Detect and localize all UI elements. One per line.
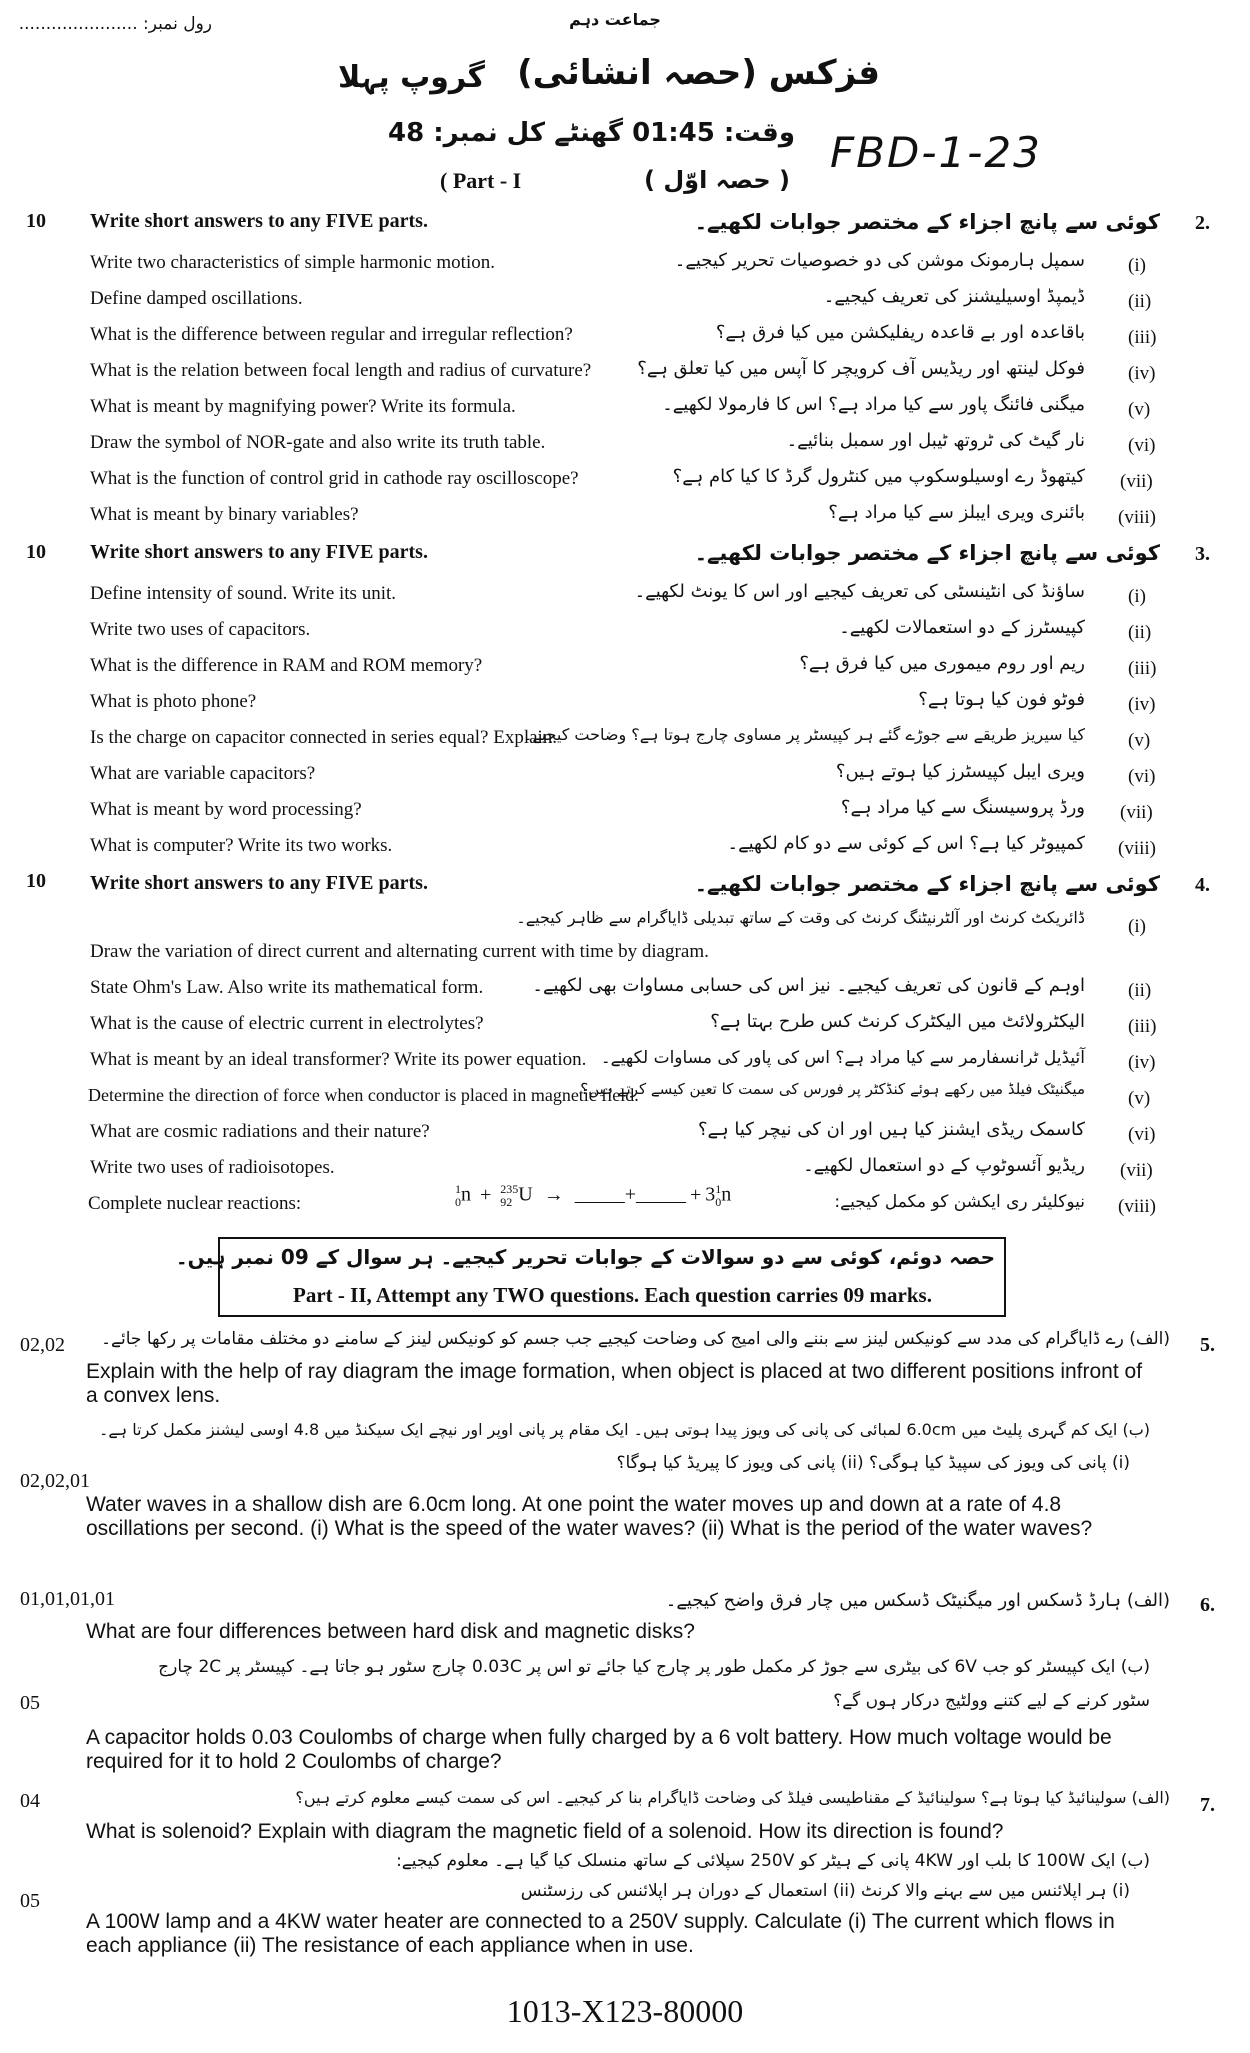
q5a-urdu: (الف) رے ڈایاگرام کی مدد سے کونیکس لینز سے بننے والی امیج کی وضاحت کیجیے جب جسم کو کونیکس لینز کے سامنے دو مختلف مقامات پر رکھا جائے۔ [101, 1329, 1170, 1349]
q3-item-en: What is meant by word processing? [90, 799, 362, 820]
q3-heading-urdu: کوئی سے پانچ اجزاء کے مختصر جوابات لکھیے۔ [694, 541, 1160, 565]
q6a-urdu: (الف) ہارڈ ڈسکس اور میگنیٹک ڈسکس میں چار فرق واضح کیجیے۔ [665, 1590, 1170, 1611]
neutron-charge-number: 0 [455, 1195, 461, 1209]
q4-item-number: (i) [1128, 916, 1146, 937]
q4-item-number: (v) [1128, 1088, 1151, 1109]
q3-item-en: What is computer? Write its two works. [90, 835, 393, 856]
q4-item-en: Write two uses of radioisotopes. [90, 1157, 335, 1178]
q3-item-en: Is the charge on capacitor connected in series equal? Explain. [90, 727, 558, 748]
q2-item-en: Define damped oscillations. [90, 288, 303, 309]
neutron-symbol: n [461, 1183, 471, 1206]
q4-marks: 10 [26, 870, 46, 892]
q3-item-urdu: کمپیوٹر کیا ہے؟ اس کے کوئی سے دو کام لکھیے۔ [727, 833, 1085, 854]
q4-item-number: (vi) [1128, 1124, 1156, 1145]
q4-item-en: Determine the direction of force when conductor is placed in magnetic field. [88, 1085, 639, 1105]
q3-item-en: What are variable capacitors? [90, 763, 316, 784]
q2-item-en: What is meant by binary variables? [90, 504, 359, 525]
q4-item-en: What is the cause of electric current in electrolytes? [90, 1013, 484, 1034]
reaction-plus: + [624, 1183, 637, 1206]
q2-item-number: (i) [1128, 255, 1146, 276]
q3-item-number: (ii) [1128, 622, 1152, 643]
q2-item-en: What is the difference between regular and irregular reflection? [90, 324, 573, 345]
neutron-symbol: n [721, 1183, 732, 1206]
part2-instructions-box [175, 1237, 1006, 1317]
q2-item-urdu: باقاعدہ اور بے قاعدہ ریفلیکشن میں کیا فرق ہے؟ [715, 322, 1085, 343]
reaction-blank: _____ [574, 1183, 625, 1206]
q7a-en: What is solenoid? Explain with diagram the magnetic field of a solenoid. How its direction is found? [86, 1820, 1004, 1843]
q6b-urdu: (ب) ایک کپیسٹر کو جب 6V کی بیٹری سے جوڑ کر مکمل طور پر چارج کیا جائے تو اس پر 0.03C چارج سٹور ہو جاتا ہے۔ کپیسٹر پر 2C چارج سٹور کرنے کے لیے کتنے وولٹیج درکار ہوں گے؟ [158, 1657, 1150, 1711]
subject-urdu: فزکس (حصہ انشائی) [517, 53, 880, 93]
q4-item-en: Complete nuclear reactions: [88, 1193, 302, 1214]
q4-item-en: Draw the variation of direct current and alternating current with time by diagram. [90, 941, 709, 962]
q4-item-urdu: الیکٹرولائٹ میں الیکٹرک کرنٹ کس طرح بہتا ہے؟ [710, 1011, 1085, 1032]
q3-item-number: (iii) [1128, 658, 1157, 679]
q3-heading-en: Write short answers to any FIVE parts. [90, 541, 428, 563]
q6b-en: A capacitor holds 0.03 Coulombs of charge when fully charged by a 6 volt battery. How much voltage would be required for it to hold 2 Coulombs of charge? [86, 1726, 1112, 1773]
neutron-charge-number: 0 [715, 1195, 722, 1209]
q2-item-number: (vii) [1120, 471, 1153, 492]
q4-heading-en: Write short answers to any FIVE parts. [90, 872, 428, 894]
q3-item-number: (v) [1128, 730, 1151, 751]
q4-item-number: (ii) [1128, 980, 1152, 1001]
q2-item-urdu: فوکل لینتھ اور ریڈیس آف کرویچر کا آپس میں کیا تعلق ہے؟ [637, 358, 1085, 379]
q6a-marks: 01,01,01,01 [20, 1588, 115, 1610]
q4-item-urdu: آئیڈیل ٹرانسفارمر سے کیا مراد ہے؟ اس کی پاور کی مساوات لکھیے۔ [600, 1048, 1085, 1068]
q2-item-urdu: میگنی فائنگ پاور سے کیا مراد ہے؟ اس کا فارمولا لکھیے۔ [662, 394, 1085, 415]
q2-item-number: (vi) [1128, 435, 1156, 456]
q7a-marks: 04 [20, 1790, 40, 1812]
neutron-mass-number: 1 [715, 1182, 722, 1196]
q3-item-urdu: کیا سیریز طریقے سے جوڑے گئے ہر کپیسٹر پر مساوی چارج ہوتا ہے؟ وضاحت کیجیے۔ [522, 725, 1085, 744]
q3-item-urdu: فوٹو فون کیا ہوتا ہے؟ [918, 689, 1085, 710]
q4-item-urdu: ڈائریکٹ کرنٹ اور آلٹرنیٹنگ کرنٹ کی وقت کے ساتھ تبدیلی ڈایاگرام سے ظاہر کیجیے۔ [516, 908, 1085, 927]
q4-item-en: What is meant by an ideal transformer? Write its power equation. [90, 1049, 587, 1070]
q3-marks: 10 [26, 541, 46, 563]
q2-item-urdu: بائنری ویری ایبلز سے کیا مراد ہے؟ [828, 502, 1085, 523]
q4-item-urdu: میگنیٹک فیلڈ میں رکھے ہوئے کنڈکٹر پر فورس کی سمت کا تعین کیسے کرتے ہیں؟ [580, 1080, 1085, 1098]
q3-item-urdu: ورڈ پروسیسنگ سے کیا مراد ہے؟ [840, 797, 1085, 818]
uranium-mass-number: 235 [500, 1182, 519, 1196]
q5b-marks: 02,02,01 [20, 1470, 90, 1492]
uranium-symbol: U [518, 1183, 533, 1206]
q3-item-number: (vi) [1128, 766, 1156, 787]
q2-item-urdu: ڈیمپڈ اوسیلیشنز کی تعریف کیجیے۔ [823, 286, 1085, 307]
nuclear-reaction-equation: 1 0 n + 235 92 U → _____+_____ + 3 1 0 n [455, 1182, 732, 1209]
part2-instructions-en: Part - II, Attempt any TWO questions. Each question carries 09 marks. [293, 1283, 932, 1307]
q3-item-en: Write two uses of capacitors. [90, 619, 311, 640]
q3-item-urdu: ساؤنڈ کی انٹینسٹی کی تعریف کیجیے اور اس کا یونٹ لکھیے۔ [634, 581, 1085, 602]
q2-number: 2. [1195, 212, 1210, 234]
roll-number-field [18, 14, 212, 34]
q2-heading-en: Write short answers to any FIVE parts. [90, 210, 428, 232]
q4-item-urdu: نیوکلیئر ری ایکشن کو مکمل کیجیے: [834, 1192, 1085, 1212]
part1-label-en: ( Part - I [440, 168, 522, 193]
q3-item-number: (viii) [1118, 838, 1156, 859]
q2-item-en: What is meant by magnifying power? Write its formula. [90, 396, 516, 417]
q2-item-en: Write two characteristics of simple harmonic motion. [90, 252, 495, 273]
q4-item-number: (vii) [1120, 1160, 1153, 1181]
q4-number: 4. [1195, 874, 1210, 896]
q5-number: 5. [1200, 1334, 1215, 1356]
q4-item-en: What are cosmic radiations and their nature? [90, 1121, 430, 1142]
q4-item-number: (iv) [1128, 1052, 1156, 1073]
q7b-en: A 100W lamp and a 4KW water heater are connected to a 250V supply. Calculate (i) The current which flows in each appliance (ii) The resistance of each appliance when in use. [86, 1910, 1115, 1957]
q5a-marks: 02,02 [20, 1334, 65, 1356]
uranium-charge-number: 92 [500, 1195, 513, 1209]
q2-item-urdu: نار گیٹ کی ٹروتھ ٹیبل اور سمبل بنائیے۔ [786, 430, 1085, 451]
q4-item-urdu: ریڈیو آئسوٹوپ کے دو استعمال لکھیے۔ [803, 1155, 1085, 1176]
q3-item-urdu: ریم اور روم میموری میں کیا فرق ہے؟ [799, 653, 1085, 674]
q2-item-number: (iii) [1128, 327, 1157, 348]
q5b-urdu-line2: (i) پانی کی ویوز کی سپیڈ کیا ہوگی؟ (ii) پانی کی ویوز کا پیریڈ کیا ہوگا؟ [616, 1453, 1130, 1473]
q7b-marks: 05 [20, 1890, 40, 1912]
q4-item-number: (viii) [1118, 1196, 1156, 1217]
q3-item-en: Define intensity of sound. Write its unit. [90, 583, 397, 604]
q6b-marks: 05 [20, 1692, 40, 1714]
q7-number: 7. [1200, 1794, 1215, 1816]
paper-code: 1013-X123-80000 [506, 1993, 744, 2029]
group-urdu: گروپ پہلا [338, 60, 485, 95]
q7b-urdu-line2: (i) ہر اپلائنس میں سے بہنے والا کرنٹ (ii) استعمال کے دوران ہر اپلائنس کی رزسٹنس [520, 1881, 1130, 1901]
q2-item-number: (ii) [1128, 291, 1152, 312]
q3-item-en: What is photo phone? [90, 691, 257, 712]
q5a-en: Explain with the help of ray diagram the image formation, when object is placed at two different positions infront of a convex lens. [86, 1360, 1143, 1407]
q3-item-en: What is the difference in RAM and ROM memory? [90, 655, 483, 676]
q3-number: 3. [1195, 543, 1210, 565]
reaction-blank: _____ [636, 1183, 687, 1206]
total-marks: کل نمبر: 48 [388, 118, 545, 148]
time-label: وقت: 01:45 گھنٹے [554, 118, 795, 148]
q7a-urdu: (الف) سولینائیڈ کیا ہوتا ہے؟ سولینائیڈ کے مقناطیسی فیلڈ کی وضاحت ڈایاگرام بنا کر کیجیے۔ اس کی سمت کیسے معلوم کرتے ہیں؟ [295, 1788, 1170, 1807]
roll-number-dots: ...................... [18, 14, 138, 34]
q7b-urdu-line1: (ب) ایک 100W کا بلب اور 4KW پانی کے ہیٹر کو 250V سپلائی کے ساتھ منسلک کیا گیا ہے۔ معلوم کیجیے: [396, 1851, 1150, 1871]
reaction-arrow: → [543, 1183, 564, 1206]
q6-number: 6. [1200, 1594, 1215, 1616]
q2-item-number: (iv) [1128, 363, 1156, 384]
q4-item-en: State Ohm's Law. Also write its mathematical form. [90, 977, 484, 998]
class-label: جماعت دہم [569, 10, 661, 29]
q6a-en: What are four differences between hard disk and magnetic disks? [86, 1620, 695, 1643]
q2-item-en: Draw the symbol of NOR-gate and also write its truth table. [90, 432, 546, 453]
q5b-urdu-line1: (ب) ایک کم گہری پلیٹ میں 6.0cm لمبائی کی پانی کی ویوز پیدا ہوتی ہیں۔ ایک مقام پر پانی اوپر اور نیچے ایک سیکنڈ میں 4.8 اوسی لیشنز مکمل کرتا ہے۔ [99, 1420, 1150, 1439]
part1-label-urdu: ( حصہ اوّل ) [644, 166, 790, 194]
q2-item-en: What is the function of control grid in cathode ray oscilloscope? [90, 468, 579, 489]
part2-instructions-urdu: حصہ دوئم، کوئی سے دو سوالات کے جوابات تحریر کیجیے۔ ہر سوال کے 09 نمبر ہیں۔ [175, 1245, 995, 1269]
q3-item-urdu: کپیسٹرز کے دو استعمالات لکھیے۔ [839, 617, 1085, 638]
q4-item-urdu: کاسمک ریڈی ایشنز کیا ہیں اور ان کی نیچر کیا ہے؟ [697, 1119, 1085, 1140]
q4-item-number: (iii) [1128, 1016, 1157, 1037]
q2-heading-urdu: کوئی سے پانچ اجزاء کے مختصر جوابات لکھیے۔ [694, 210, 1160, 234]
q3-item-urdu: ویری ایبل کپیسٹرز کیا ہوتے ہیں؟ [835, 761, 1085, 782]
q2-item-urdu: سمپل ہارمونک موشن کی دو خصوصیات تحریر کیجیے۔ [674, 250, 1085, 271]
neutron-mass-number: 1 [455, 1182, 461, 1196]
neutron-coefficient: 3 [705, 1183, 716, 1206]
q2-marks: 10 [26, 210, 46, 232]
q3-item-number: (vii) [1120, 802, 1153, 823]
q3-item-number: (i) [1128, 586, 1146, 607]
q4-heading-urdu: کوئی سے پانچ اجزاء کے مختصر جوابات لکھیے۔ [694, 872, 1160, 896]
q3-item-number: (iv) [1128, 694, 1156, 715]
q2-item-urdu: کیتھوڈ رے اوسیلوسکوپ میں کنٹرول گرڈ کا کیا کام ہے؟ [672, 466, 1085, 487]
q2-item-number: (v) [1128, 399, 1151, 420]
roll-number-label: رول نمبر: [143, 14, 212, 34]
q2-item-number: (viii) [1118, 507, 1156, 528]
reaction-plus: + [690, 1183, 702, 1206]
q2-item-en: What is the relation between focal length and radius of curvature? [90, 360, 592, 381]
board-code: FBD-1-23 [830, 128, 1042, 177]
q4-item-urdu: اوہم کے قانون کی تعریف کیجیے۔ نیز اس کی حسابی مساوات بھی لکھیے۔ [532, 975, 1085, 996]
q5b-en: Water waves in a shallow dish are 6.0cm long. At one point the water moves up and down at a rate of 4.8 oscillations per second. (i) What is the speed of the water waves? (ii) What is the period of the water waves? [86, 1493, 1093, 1540]
